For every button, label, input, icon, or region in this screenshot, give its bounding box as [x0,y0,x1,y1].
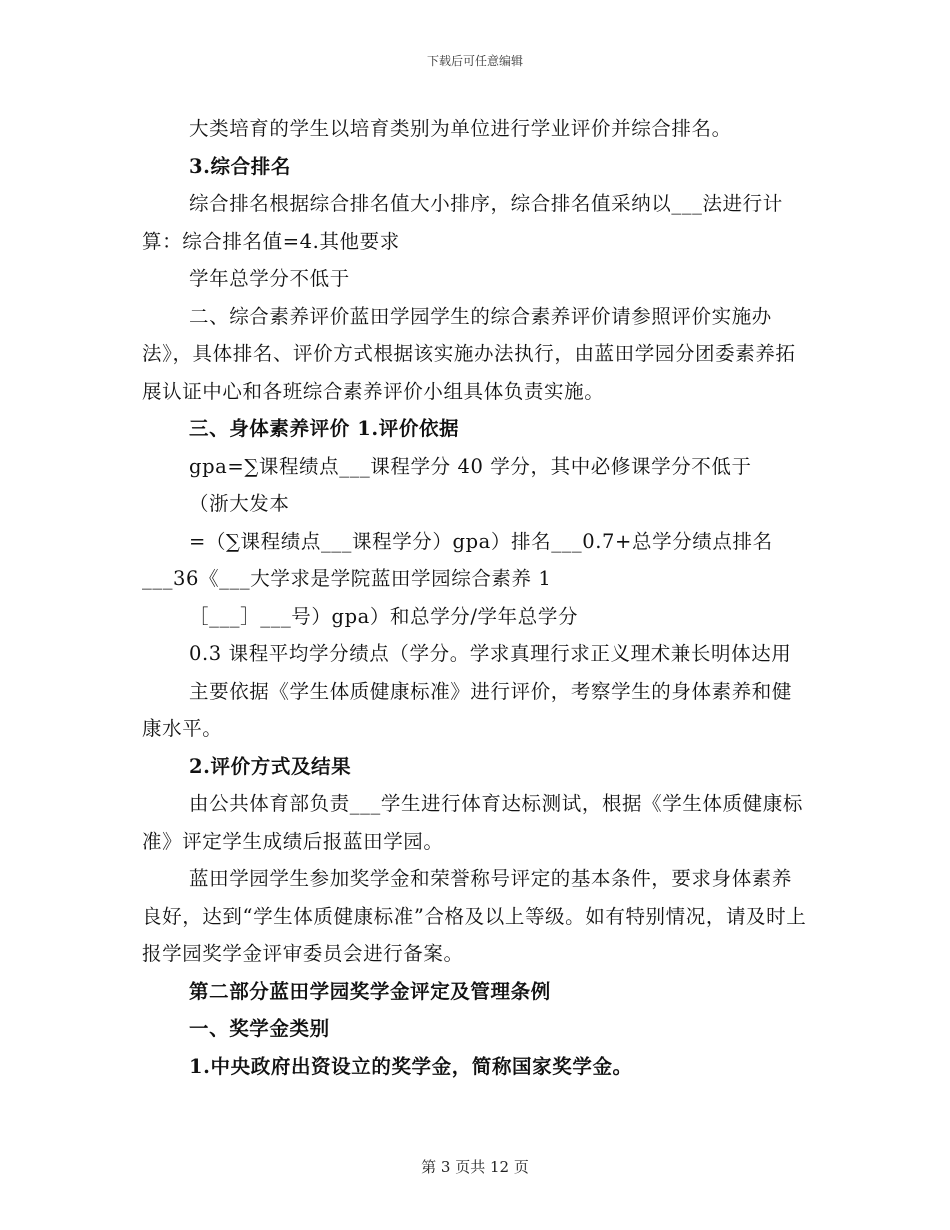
section-heading-national-scholarship: 1.中央政府出资设立的奖学金，简称国家奖学金。 [189,1054,633,1078]
paragraph-9: =（∑课程绩点___课程学分）gpa）排名___0.7+总学分绩点排名___36《___大学求是学院蓝田学园综合素养 1 [142,529,773,590]
paragraph-5: 二、综合素养评价蓝田学园学生的综合素养评价请参照评价实施办法》，具体排名、评价方式根据该实施办法执行，由蓝田学园分团委素养拓展认证中心和各班综合素养评价小组具体负责实施。 [142,304,796,403]
paragraph-15: 蓝田学园学生参加奖学金和荣誉称号评定的基本条件，要求身体素养良好，达到“学生体质健康标准”合格及以上等级。如有特别情况，请及时上报学园奖学金评审委员会进行备案。 [142,867,807,965]
paragraph-14: 由公共体育部负责___学生进行体育达标测试，根据《学生体质健康标准》评定学生成绩后报蓝田学园。 [142,792,803,853]
section-heading-comprehensive-ranking: 3.综合排名 [189,154,291,178]
page-header: 下载后可任意编辑 [426,54,523,68]
paragraph-8: （浙大发本 [189,492,290,515]
paragraph-10: ［___］___号）gpa）和总学分/学年总学分 [189,604,579,628]
page-footer: 第 3 页共 12 页 [421,1158,529,1176]
section-heading-physical-evaluation: 三、身体素养评价 1.评价依据 [189,417,460,440]
paragraph-4: 学年总学分不低于 [189,267,350,290]
paragraph-12: 主要依据《学生体质健康标准》进行评价，考察学生的身体素养和健康水平。 [142,679,793,740]
paragraph-3: 综合排名根据综合排名值大小排序，综合排名值采纳以___法进行计算：综合排名值=4.其他要求 [142,192,783,253]
paragraph-7: gpa=∑课程绩点___课程学分 40 学分，其中必修课学分不低于 [189,454,752,478]
section-heading-scholarship-types: 一、奖学金类别 [189,1017,330,1040]
document-body [142,110,812,1085]
section-heading-evaluation-method: 2.评价方式及结果 [189,754,352,778]
paragraph-11: 0.3 课程平均学分绩点（学分。学求真理行求正义理术兼长明体达用 [189,642,792,665]
paragraph-1: 大类培育的学生以培育类别为单位进行学业评价并综合排名。 [189,117,732,140]
part-heading-scholarship: 第二部分蓝田学园奖学金评定及管理条例 [189,979,551,1003]
